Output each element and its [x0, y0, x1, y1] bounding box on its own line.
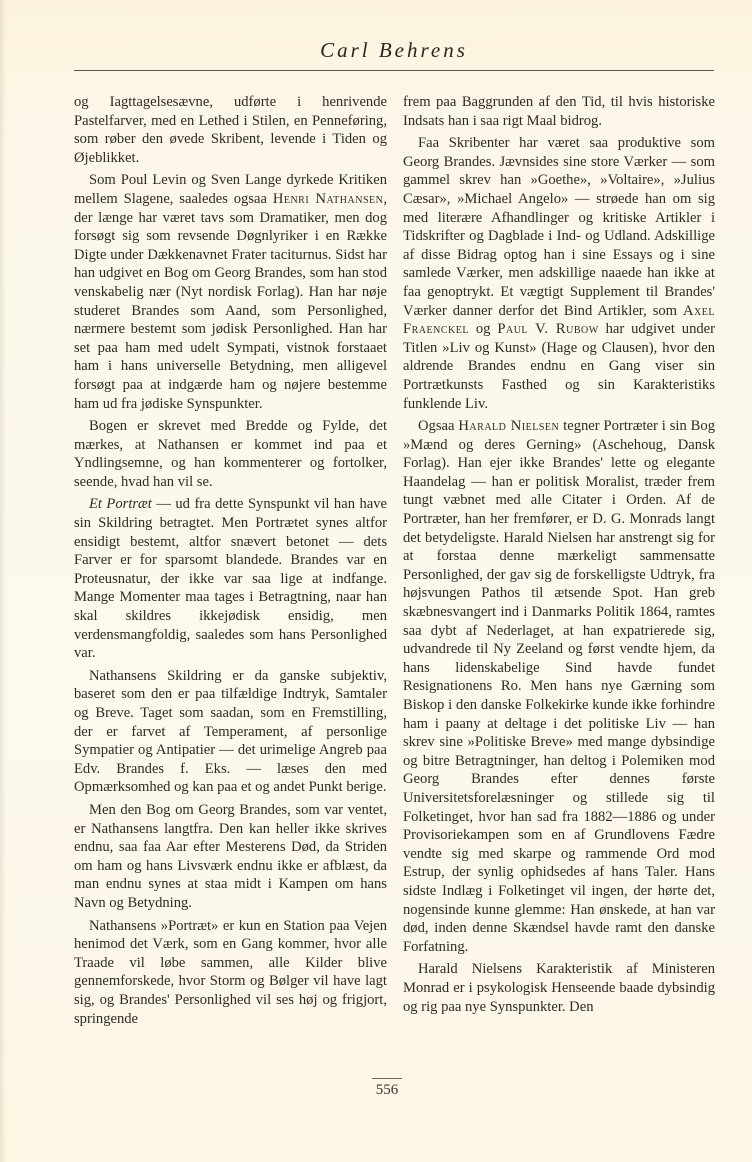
text-run: Ogsaa — [418, 418, 459, 435]
text-run: Harald Nielsens Karakteristik af Ministeren Monrad er i psykologisk Henseende baade dybsindig og rig paa nye Synspunkter. Den — [403, 961, 715, 1015]
paragraph — [403, 93, 715, 130]
text-run: Nathansens Skildring er da ganske subjektiv, baseret som den er paa tilfældige Indtryk, Samtaler og Breve. Taget som saadan, som en Fremstilling, der er farvet af Temperament, af personlige Sympatier og Antipatier — det urimelige Angreb paa Edv. Brandes f. Eks. — læses den med Opmærksomhed og kan paa et og andet Punkt berige. — [74, 667, 387, 796]
text-run: Bogen er skrevet med Bredde og Fylde, det mærkes, at Nathansen er kommet ind paa et Yndlingsemne, og han kommenterer og fortolker, seende, hvad han vil se. — [74, 418, 387, 490]
paragraph — [74, 495, 387, 662]
paragraph — [74, 171, 387, 413]
running-head: Carl Behrens — [320, 38, 468, 62]
paragraph — [403, 960, 715, 1016]
text-run: og Iagttagelsesævne, udførte i henrivende Pastelfarver, med en Lethed i Stilen, en Penneføring, som røber den øvede Skribent, levende i Tiden og Øjeblikket. — [74, 94, 387, 166]
text-run: frem paa Baggrunden af den Tid, til hvis historiske Indsats han i saa rigt Maal bidrog. — [403, 94, 715, 129]
paragraph — [74, 917, 387, 1029]
folio-rule — [372, 1078, 402, 1079]
text-run: Nathansens »Portræt» er kun en Station paa Vejen henimod det Værk, som en Gang kommer, hvor alle Traade vil løbe sammen, alle Kilder blive gennemforskede, hvor Storm og Bølger vil have lagt sig, og Brandes' Personlighed vil ses høj og frigjort, springende — [74, 917, 387, 1027]
paragraph — [74, 801, 387, 913]
paragraph — [74, 93, 387, 167]
author-name: Axel Fraenckel — [403, 302, 715, 338]
author-name: Henri Nathansen — [272, 190, 384, 207]
paragraph — [403, 417, 715, 956]
author-name: Harald Nielsen — [458, 418, 560, 435]
page-number: 556 — [375, 1082, 399, 1098]
text-run: — ud fra dette Synspunkt vil han have sin Skildring betragtet. Men Portrætet synes altfor ensidigt bestemt, altfor snævert betonet — dets Farver er for sparsomt blandede. Brandes var en Proteusnatur, der ikke var saa lige at indfange. Mange Momenter maa tages i Betragtning, naar han skal skildres ikkejødisk ensidig, men verdensmangfoldig, saaledes som hans Personlighed var. — [74, 496, 388, 662]
left-column — [74, 93, 387, 1032]
paragraph — [74, 417, 387, 491]
text-run: tegner Portræter i sin Bog »Mænd og deres Gerning» (Aschehoug, Dansk Forlag). Han ejer ikke Brandes' lette og elegante Haandelag — han er politisk Moralist, træder frem tungt væbnet med alle Citater i Orden. Af de Portræter, han her fremfører, er D. G. Monrads langt det betydeligste. Harald Nielsen har anstrengt sig for at forstaa denne mærkeligt sammensatte Personlighed, der gav sig de forskelligste Udtryk, fra højsvungen Pathos til ætsende Spot. Han greb skæbnesvangert ind i Danmarks Politik 1864, ramtes saa dybt af Nederlaget, at han expatrierede sig, udvandrede til Ny Zeeland og først vendte hjem, da hans lidenskabelige Sind havde fundet Resignationens Ro. Men hans nye Gærning som Biskop i den danske Folkekirke kunde ikke forhindre ham i paany at deltage i det politiske Liv — han skrev sine »Politiske Breve» med mange dybsindige og bitre Betragtninger, han deltog i Polemiken mod Georg Brandes efter dennes første Universitetsforelæsninger og stillede sig til Folketinget, hvor han sad fra 1882—1886 og under Provisoriekampen som en af Grundlovens Fædre vendte sig med skarpe og rammende Ord mod Estrup, der synlig ophidsedes af hans Taler. Hans sidste Indlæg i Folketinget vil ingen, der hørte det, nogensinde kunne glemme: Han ønskede, at han var død, inden denne Skændsel havde ramt den danske Forfatning. — [403, 418, 716, 955]
title-emphasis: Et Portræt — [89, 496, 152, 513]
text-run: Faa Skribenter har været saa produktive som Georg Brandes. Jævnsides sine store Værker — som gammel skrev han »Goethe», »Voltaire», »Julius Cæsar», »Michael Angelo» — strøede han om sig med literære Afhandlinger og kritiske Artikler i Tidskrifter og Dagblade i Ind- og Udland. Adskillige af disse Bidrag optog han i sine Essays og i sine samlede Værker, men adskillige naaede han ikke at faa genoptrykt. Et vægtigt Supplement til Brandes' Værker danner derfor det Bind Artikler, som — [403, 135, 715, 319]
header-rule — [74, 70, 714, 71]
page-edge-shadow — [0, 0, 6, 1162]
text-run: Men den Bog om Georg Brandes, som var ventet, er Nathansens langtfra. Den kan heller ikke skrives endnu, saa faa Aar efter Mesterens Død, da Striden om ham og hans Livsværk endnu ikke er afblæst, da man endnu synes at staa midt i Kampen om hans Navn og Betydning. — [74, 801, 387, 911]
paragraph — [403, 134, 715, 413]
text-run: , der længe har været tavs som Dramatiker, men dog forsøgt sig som revsende Døgnlyriker i en Række Digte under Dækkenavnet Frater taciturnus. Sidst har han udgivet en Bog om Georg Brandes, som han stod venskabelig nær (Nyt nordisk Forlag). Han har nøje studeret Brandes som Aand, som Personlighed, nærmere bestemt som jødisk Personlighed. Han har set paa ham med udelt Sympati, vistnok forstaaet ham i hans universelle Betydning, men alligevel forsøgt paa at indgærde ham og nøjere bestemme ham ud fra jødiske Synspunkter. — [74, 190, 387, 412]
text-run: har udgivet under Titlen »Liv og Kunst» (Hage og Clausen), hvor den aldrende Brandes endnu en Gang viser sin Portrætkunsts Fasthed og sin Karakteristiks funklende Liv. — [403, 321, 716, 412]
author-name: Paul V. Rubow — [497, 321, 599, 338]
text-run: Som Poul Levin og Sven Lange dyrkede Kritiken mellem Slagene, saaledes ogsaa — [74, 172, 387, 207]
paragraph — [74, 667, 387, 797]
text-run: og — [468, 321, 498, 338]
right-column — [403, 93, 715, 1020]
